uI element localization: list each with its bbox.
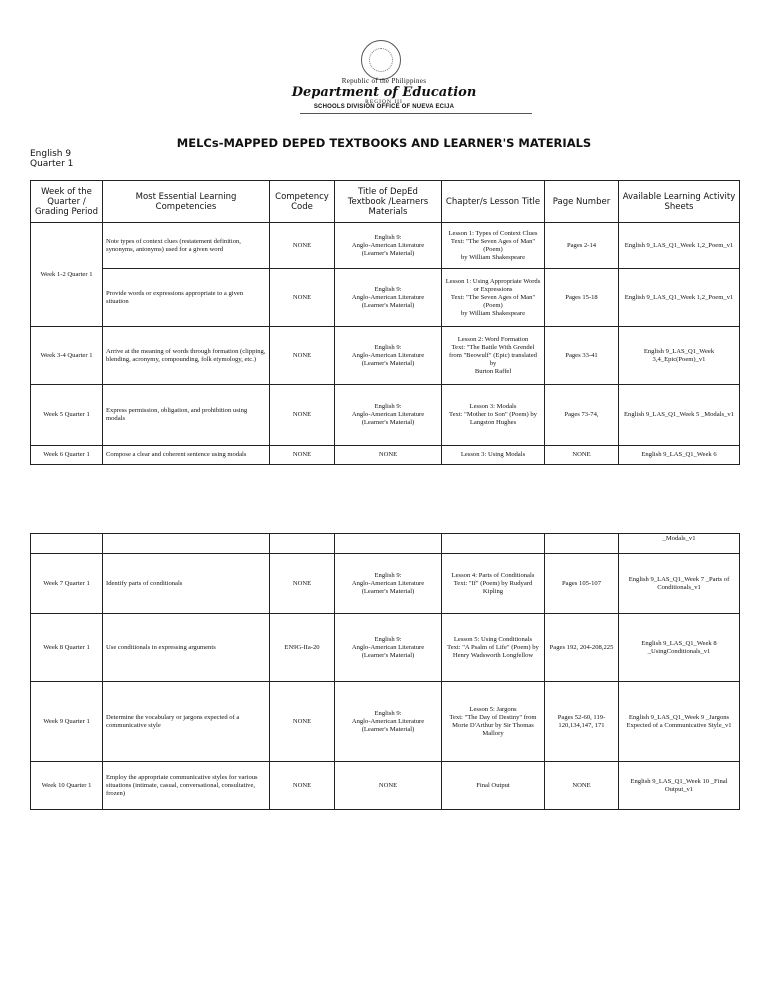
lesson-cell: Lesson 1: Using Appropriate Words or Expressions Text: "The Seven Ages of Man" (Poem) by William Shakespeare (442, 269, 545, 327)
competency-cell: Employ the appropriate communicative styles for various situations (intimate, casual, conversational, consultative, frozen) (103, 762, 270, 810)
textbook-cell: NONE (335, 762, 442, 810)
lesson-cell: Lesson 4: Parts of Conditionals Text: "If" (Poem) by Rudyard Kipling (442, 554, 545, 614)
col-header-las: Available Learning Activity Sheets (619, 181, 740, 223)
melc-table-page2 (30, 533, 740, 810)
textbook-cell: English 9: Anglo-American Literature (Learner's Material) (335, 269, 442, 327)
code-cell (270, 534, 335, 554)
col-header-code: Competency Code (270, 181, 335, 223)
code-cell: NONE (270, 682, 335, 762)
code-cell: NONE (270, 762, 335, 810)
col-header-week: Week of the Quarter / Grading Period (31, 181, 103, 223)
textbook-cell: English 9: Anglo-American Literature (Learner's Material) (335, 614, 442, 682)
table-row (31, 554, 740, 614)
table-row (31, 269, 740, 327)
las-cell: English 9_LAS_Q1_Week 8 _UsingConditionals_v1 (619, 614, 740, 682)
textbook-cell: English 9: Anglo-American Literature (Learner's Material) (335, 554, 442, 614)
lesson-cell: Lesson 3: Using Modals (442, 446, 545, 465)
las-cell: English 9_LAS_Q1_Week 3,4_Epic(Poem)_v1 (619, 327, 740, 385)
competency-cell: Identify parts of conditionals (103, 554, 270, 614)
pages-cell: Pages 192, 204-208,225 (545, 614, 619, 682)
week-cell: Week 3-4 Quarter 1 (31, 327, 103, 385)
las-cell: English 9_LAS_Q1_Week 6 (619, 446, 740, 465)
textbook-cell: English 9: Anglo-American Literature (Learner's Material) (335, 682, 442, 762)
document-title: MELCs-MAPPED DEPED TEXTBOOKS AND LEARNER'S MATERIALS (176, 136, 592, 150)
table-row (31, 682, 740, 762)
pages-cell: Pages 15-18 (545, 269, 619, 327)
competency-cell: Arrive at the meaning of words through formation (clipping, blending, acronymy, compounding, folk etymology, etc.) (103, 327, 270, 385)
textbook-cell: English 9: Anglo-American Literature (Learner's Material) (335, 327, 442, 385)
pages-cell: Pages 2-14 (545, 223, 619, 269)
code-cell: EN9G-IIa-20 (270, 614, 335, 682)
week-cell (31, 534, 103, 554)
lesson-cell: Lesson 5: Using Conditionals Text: "A Psalm of Life" (Poem) by Henry Wadsworth Longfellow (442, 614, 545, 682)
textbook-cell: English 9: Anglo-American Literature (Learner's Material) (335, 385, 442, 446)
code-cell: NONE (270, 554, 335, 614)
lesson-cell: Lesson 1: Types of Context Clues Text: "The Seven Ages of Man" (Poem) by William Shakespeare (442, 223, 545, 269)
lesson-cell: Final Output (442, 762, 545, 810)
competency-cell: Express permission, obligation, and prohibition using modals (103, 385, 270, 446)
las-cell: English 9_LAS_Q1_Week 10 _Final Output_v1 (619, 762, 740, 810)
week-cell: Week 5 Quarter 1 (31, 385, 103, 446)
lesson-cell: Lesson 5: Jargons Text: "The Day of Destiny" from Morte D'Arthur by Sir Thomas Mallory (442, 682, 545, 762)
week-cell: Week 7 Quarter 1 (31, 554, 103, 614)
week-cell: Week 1-2 Quarter 1 (31, 223, 103, 327)
division-label: SCHOOLS DIVISION OFFICE OF NUEVA ECIJA (313, 104, 455, 110)
pages-cell: Pages 33-41 (545, 327, 619, 385)
competency-cell: Note types of context clues (restatement definition, synonyms, antonyms) used for a given word (103, 223, 270, 269)
pages-cell: NONE (545, 762, 619, 810)
col-header-textbook: Title of DepEd Textbook /Learners Materials (335, 181, 442, 223)
table-row (31, 327, 740, 385)
code-cell: NONE (270, 385, 335, 446)
competency-cell: Compose a clear and coherent sentence using modals (103, 446, 270, 465)
code-cell: NONE (270, 327, 335, 385)
textbook-cell (335, 534, 442, 554)
region-label: REGION III (365, 99, 403, 105)
las-cell: English 9_LAS_Q1_Week 1,2_Poem_v1 (619, 223, 740, 269)
col-header-pages: Page Number (545, 181, 619, 223)
lesson-cell: Lesson 2: Word Formation Text: "The Battle With Grendel from "Beowulf" (Epic) translated by Burton Raffel (442, 327, 545, 385)
department-label: Department of Education (291, 85, 477, 100)
competency-cell: Provide words or expressions appropriate to a given situation (103, 269, 270, 327)
lesson-cell: Lesson 3: Modals Text: "Mother to Son" (Poem) by Langston Hughes (442, 385, 545, 446)
pages-cell: NONE (545, 446, 619, 465)
textbook-cell: English 9: Anglo-American Literature (Learner's Material) (335, 223, 442, 269)
week-cell: Week 8 Quarter 1 (31, 614, 103, 682)
las-cell: English 9_LAS_Q1_Week 9 _Jargons Expected of a Communicative Style_v1 (619, 682, 740, 762)
republic-label: Republic of the Philippines (341, 77, 427, 85)
table-row (31, 534, 740, 554)
quarter-label: Quarter 1 (30, 159, 74, 169)
las-cell: English 9_LAS_Q1_Week 7 _Parts of Conditionals_v1 (619, 554, 740, 614)
pages-cell (545, 534, 619, 554)
pages-cell: Pages 105-107 (545, 554, 619, 614)
code-cell: NONE (270, 223, 335, 269)
pages-cell: Pages 52-60, 119-120,134,147, 171 (545, 682, 619, 762)
lesson-cell (442, 534, 545, 554)
header-divider (300, 113, 532, 114)
table-row (31, 385, 740, 446)
col-header-lesson: Chapter/s Lesson Title (442, 181, 545, 223)
table-row (31, 614, 740, 682)
textbook-cell: NONE (335, 446, 442, 465)
week-cell: Week 6 Quarter 1 (31, 446, 103, 465)
table-row (31, 446, 740, 465)
subject-label: English 9 (30, 149, 72, 159)
las-cell: English 9_LAS_Q1_Week 1,2_Poem_v1 (619, 269, 740, 327)
las-cell: English 9_LAS_Q1_Week 5 _Modals_v1 (619, 385, 740, 446)
week-cell: Week 9 Quarter 1 (31, 682, 103, 762)
pages-cell: Pages 73-74, (545, 385, 619, 446)
competency-cell (103, 534, 270, 554)
table-header-row (31, 181, 740, 223)
competency-cell: Use conditionals in expressing arguments (103, 614, 270, 682)
las-cell: _Modals_v1 (619, 534, 740, 554)
col-header-competencies: Most Essential Learning Competencies (103, 181, 270, 223)
table-row (31, 762, 740, 810)
week-cell: Week 10 Quarter 1 (31, 762, 103, 810)
seal-logo (361, 40, 401, 80)
competency-cell: Determine the vocabulary or jargons expected of a communicative style (103, 682, 270, 762)
table-row (31, 223, 740, 269)
melc-table-page1 (30, 180, 740, 465)
code-cell: NONE (270, 269, 335, 327)
code-cell: NONE (270, 446, 335, 465)
